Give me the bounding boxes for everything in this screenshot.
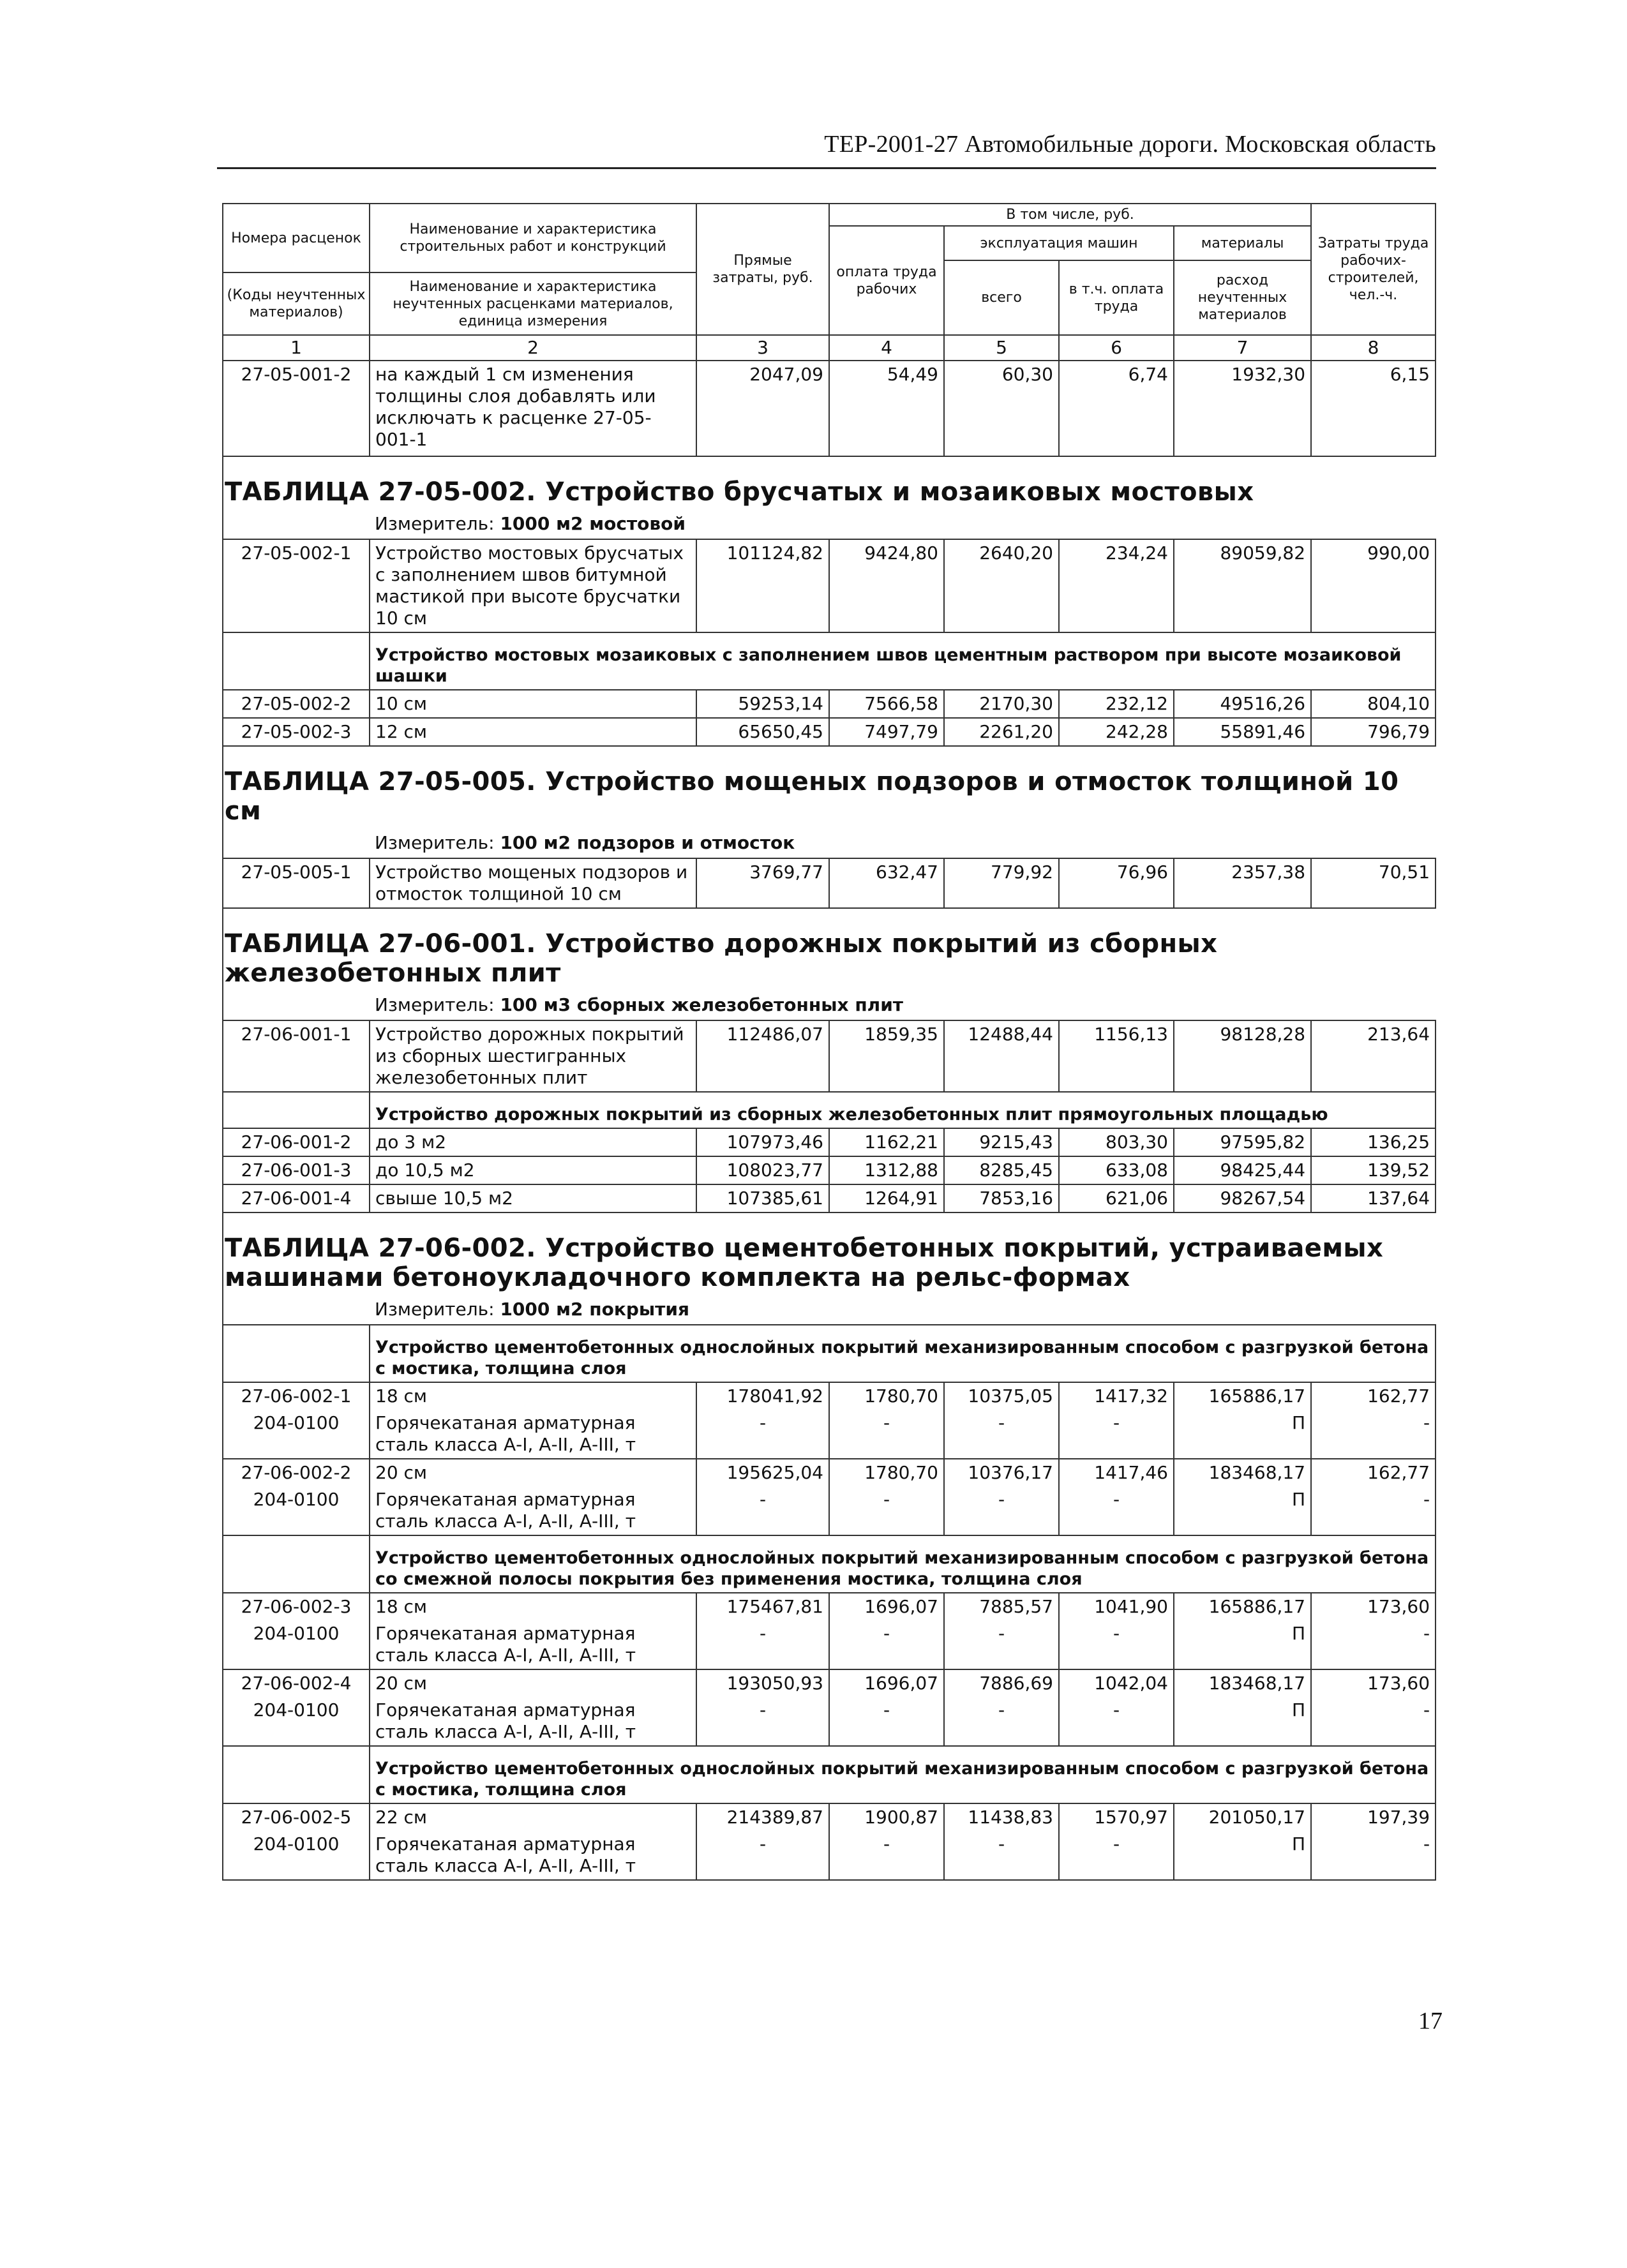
machines-total: 2170,30 — [944, 690, 1059, 718]
materials-cost: 98425,44 — [1174, 1156, 1311, 1184]
header-row-1 — [223, 204, 1436, 226]
worker-pay: 54,49 — [829, 361, 944, 456]
rates-grid — [222, 203, 1436, 1881]
subheading: Устройство дорожных покрытий из сборных железобетонных плит прямоугольных площадью — [370, 1092, 1436, 1128]
dash: - — [1113, 1699, 1120, 1720]
machines-pay: 803,30 — [1059, 1128, 1174, 1156]
rate-name-with-material — [370, 1669, 696, 1746]
measure-value: 100 м3 сборных железобетонных плит — [500, 994, 904, 1015]
dash: - — [1423, 1699, 1430, 1720]
machines-total: 60,30 — [944, 361, 1059, 456]
material-code: 204-0100 — [253, 1833, 340, 1854]
measure-value: 1000 м2 мостовой — [500, 513, 686, 534]
direct-costs: 108023,77 — [696, 1156, 829, 1184]
dash: - — [1113, 1833, 1120, 1854]
machines-total: 7886,69 — [979, 1673, 1053, 1694]
machines-pay-cell — [1059, 1803, 1174, 1880]
direct-costs-cell — [696, 1803, 829, 1880]
direct-costs: 112486,07 — [696, 1020, 829, 1092]
measure-value: 100 м2 подзоров и отмосток — [500, 832, 795, 853]
section-title: ТАБЛИЦА 27-06-001. Устройство дорожных покрытий из сборных железобетонных плит — [225, 929, 1218, 988]
rate-code-with-material — [223, 1593, 370, 1669]
header-machines: эксплуатация машин — [944, 226, 1174, 260]
materials-cost: 165886,17 — [1208, 1385, 1306, 1406]
materials-cost: 98128,28 — [1174, 1020, 1311, 1092]
table-row — [223, 1020, 1436, 1092]
materials-cost: 98267,54 — [1174, 1184, 1311, 1212]
section-heading — [223, 927, 1436, 988]
rate-name-with-material — [370, 1593, 696, 1669]
labor-cost: 990,00 — [1311, 539, 1436, 632]
header-machines-total: всего — [944, 260, 1059, 335]
header-index: 1 — [223, 335, 370, 361]
machines-total-cell — [944, 1593, 1059, 1669]
labor-cost-cell — [1311, 1669, 1436, 1746]
rate-code: 27-06-002-1 — [241, 1385, 352, 1406]
rate-name: на каждый 1 см изменения толщины слоя добавлять или исключать к расценке 27-05-001-1 — [370, 361, 696, 456]
rate-code-with-material — [223, 1803, 370, 1880]
direct-costs: 3769,77 — [696, 858, 829, 908]
machines-pay: 234,24 — [1059, 539, 1174, 632]
dash: - — [883, 1412, 890, 1433]
machines-total: 11438,83 — [968, 1807, 1053, 1828]
worker-pay-cell — [829, 1382, 944, 1459]
materials-cost: 89059,82 — [1174, 539, 1311, 632]
material-name: Горячекатаная арматурная сталь класса А-I, А-II, А-III, т — [375, 1833, 636, 1876]
rate-name: до 3 м2 — [370, 1128, 696, 1156]
labor-cost-cell — [1311, 1593, 1436, 1669]
machines-pay: 242,28 — [1059, 718, 1174, 746]
material-name: Горячекатаная арматурная сталь класса А-I, А-II, А-III, т — [375, 1489, 636, 1532]
rate-name-with-material — [370, 1459, 696, 1535]
p-mark: П — [1291, 1412, 1306, 1433]
labor-cost: 162,77 — [1367, 1385, 1430, 1406]
header-col1-top: Номера расценок — [223, 204, 370, 272]
measure-row — [223, 1292, 1436, 1325]
labor-cost-cell — [1311, 1459, 1436, 1535]
section-title: ТАБЛИЦА 27-05-002. Устройство брусчатых и мозаиковых мостовых — [225, 477, 1254, 507]
direct-costs: 65650,45 — [696, 718, 829, 746]
worker-pay-cell — [829, 1459, 944, 1535]
materials-cost-cell — [1174, 1669, 1311, 1746]
worker-pay: 1696,07 — [864, 1673, 938, 1694]
measure-value: 1000 м2 покрытия — [500, 1299, 690, 1320]
worker-pay: 9424,80 — [829, 539, 944, 632]
dash: - — [1423, 1489, 1430, 1510]
materials-cost: 183468,17 — [1208, 1673, 1306, 1694]
direct-costs: 214389,87 — [726, 1807, 823, 1828]
header-labor: Затраты труда рабочих-строителей, чел.-ч. — [1311, 204, 1436, 335]
p-mark: П — [1291, 1489, 1306, 1510]
page-number: 17 — [1418, 2008, 1443, 2034]
header-col2-bottom: Наименование и характеристика неучтенных расценками материалов, единица измерения — [370, 272, 696, 335]
header-materials-unaccounted: расход неучтенных материалов — [1174, 260, 1311, 335]
header-materials: материалы — [1174, 226, 1311, 260]
machines-total: 12488,44 — [944, 1020, 1059, 1092]
labor-cost: 213,64 — [1311, 1020, 1436, 1092]
worker-pay: 1780,70 — [864, 1385, 938, 1406]
measure-row — [223, 988, 1436, 1020]
rate-name: 22 см — [375, 1807, 428, 1828]
subheading: Устройство цементобетонных однослойных покрытий механизированным способом с разгрузкой бетона со смежной полосы покрытия без применения мостика, толщина слоя — [370, 1535, 1436, 1593]
section-title: ТАБЛИЦА 27-05-005. Устройство мощеных подзоров и отмосток толщиной 10 см — [225, 767, 1399, 826]
header-index: 2 — [370, 335, 696, 361]
direct-costs-cell — [696, 1669, 829, 1746]
machines-total-cell — [944, 1669, 1059, 1746]
subheading-row — [223, 1325, 1436, 1382]
materials-cost: 2357,38 — [1174, 858, 1311, 908]
rate-code: 27-06-001-3 — [223, 1156, 370, 1184]
rate-code: 27-05-005-1 — [223, 858, 370, 908]
table-row — [223, 1156, 1436, 1184]
labor-cost: 804,10 — [1311, 690, 1436, 718]
section-title: ТАБЛИЦА 27-06-002. Устройство цементобетонных покрытий, устраиваемых машинами бетоноукладочного комплекта на рельс-формах — [225, 1234, 1384, 1292]
machines-total: 779,92 — [944, 858, 1059, 908]
dash: - — [883, 1833, 890, 1854]
machines-total: 2640,20 — [944, 539, 1059, 632]
direct-costs: 178041,92 — [726, 1385, 823, 1406]
machines-total: 9215,43 — [944, 1128, 1059, 1156]
machines-total: 7853,16 — [944, 1184, 1059, 1212]
rate-name: 12 см — [370, 718, 696, 746]
subheading: Устройство мостовых мозаиковых с заполнением швов цементным раствором при высоте мозаиковой шашки — [370, 632, 1436, 690]
table-row — [223, 1669, 1436, 1746]
rate-name: 20 см — [375, 1462, 428, 1483]
labor-cost-cell — [1311, 1803, 1436, 1880]
dash: - — [759, 1699, 767, 1720]
labor-cost-cell — [1311, 1382, 1436, 1459]
machines-pay-cell — [1059, 1459, 1174, 1535]
dash: - — [1113, 1623, 1120, 1644]
table-row — [223, 1128, 1436, 1156]
table-row — [223, 361, 1436, 456]
direct-costs: 107973,46 — [696, 1128, 829, 1156]
section-heading — [223, 1231, 1436, 1292]
worker-pay: 1264,91 — [829, 1184, 944, 1212]
worker-pay: 1859,35 — [829, 1020, 944, 1092]
rate-name: 18 см — [375, 1596, 428, 1617]
machines-pay: 1156,13 — [1059, 1020, 1174, 1092]
rate-name: 20 см — [375, 1673, 428, 1694]
measure-row — [223, 826, 1436, 858]
subheading-row — [223, 1746, 1436, 1803]
table-row — [223, 1593, 1436, 1669]
p-mark: П — [1291, 1623, 1306, 1644]
rate-code-with-material — [223, 1669, 370, 1746]
machines-total-cell — [944, 1459, 1059, 1535]
running-header: ТЕР-2001-27 Автомобильные дороги. Московская область — [824, 131, 1436, 158]
rate-code-with-material — [223, 1382, 370, 1459]
machines-pay: 1417,32 — [1094, 1385, 1168, 1406]
worker-pay-cell — [829, 1593, 944, 1669]
machines-pay: 1042,04 — [1094, 1673, 1168, 1694]
dash: - — [759, 1623, 767, 1644]
material-code: 204-0100 — [253, 1412, 340, 1433]
header-worker-pay: оплата труда рабочих — [829, 226, 944, 335]
rate-code: 27-05-002-1 — [223, 539, 370, 632]
labor-cost: 70,51 — [1311, 858, 1436, 908]
table-row — [223, 539, 1436, 632]
materials-cost: 97595,82 — [1174, 1128, 1311, 1156]
rate-name: Устройство дорожных покрытий из сборных шестигранных железобетонных плит — [370, 1020, 696, 1092]
header-index: 8 — [1311, 335, 1436, 361]
header-col2-top: Наименование и характеристика строительных работ и конструкций — [370, 204, 696, 272]
machines-pay: 232,12 — [1059, 690, 1174, 718]
header-rule — [217, 167, 1436, 169]
machines-pay: 1570,97 — [1094, 1807, 1168, 1828]
machines-total-cell — [944, 1803, 1059, 1880]
materials-cost-cell — [1174, 1459, 1311, 1535]
rate-code: 27-06-002-4 — [241, 1673, 352, 1694]
rate-code: 27-06-001-2 — [223, 1128, 370, 1156]
materials-cost: 1932,30 — [1174, 361, 1311, 456]
direct-costs: 175467,81 — [726, 1596, 823, 1617]
direct-costs: 59253,14 — [696, 690, 829, 718]
materials-cost-cell — [1174, 1803, 1311, 1880]
p-mark: П — [1291, 1833, 1306, 1854]
material-name: Горячекатаная арматурная сталь класса А-I, А-II, А-III, т — [375, 1699, 636, 1742]
worker-pay-cell — [829, 1669, 944, 1746]
dash: - — [998, 1833, 1005, 1854]
labor-cost: 173,60 — [1367, 1596, 1430, 1617]
header-index-row — [223, 335, 1436, 361]
p-mark: П — [1291, 1699, 1306, 1720]
materials-cost: 201050,17 — [1208, 1807, 1306, 1828]
materials-cost: 55891,46 — [1174, 718, 1311, 746]
machines-pay: 76,96 — [1059, 858, 1174, 908]
machines-pay-cell — [1059, 1382, 1174, 1459]
dash: - — [883, 1699, 890, 1720]
materials-cost-cell — [1174, 1382, 1311, 1459]
rate-name: Устройство мощеных подзоров и отмосток толщиной 10 см — [370, 858, 696, 908]
header-direct-costs: Прямые затраты, руб. — [696, 204, 829, 335]
worker-pay: 1312,88 — [829, 1156, 944, 1184]
measure-label: Измеритель: — [375, 513, 495, 534]
dash: - — [1423, 1833, 1430, 1854]
dash: - — [998, 1623, 1005, 1644]
machines-total: 2261,20 — [944, 718, 1059, 746]
rate-code: 27-05-001-2 — [223, 361, 370, 456]
table-row — [223, 1382, 1436, 1459]
rate-name-with-material — [370, 1803, 696, 1880]
dash: - — [759, 1412, 767, 1433]
machines-pay: 6,74 — [1059, 361, 1174, 456]
subheading-row — [223, 632, 1436, 690]
direct-costs: 2047,09 — [696, 361, 829, 456]
rate-name: до 10,5 м2 — [370, 1156, 696, 1184]
machines-pay: 621,06 — [1059, 1184, 1174, 1212]
material-name: Горячекатаная арматурная сталь класса А-I, А-II, А-III, т — [375, 1412, 636, 1455]
measure-label: Измеритель: — [375, 1299, 495, 1320]
worker-pay: 1162,21 — [829, 1128, 944, 1156]
direct-costs-cell — [696, 1382, 829, 1459]
rate-code: 27-06-002-3 — [241, 1596, 352, 1617]
labor-cost: 173,60 — [1367, 1673, 1430, 1694]
rate-code: 27-05-002-3 — [223, 718, 370, 746]
rate-name: Устройство мостовых брусчатых с заполнением швов битумной мастикой при высоте брусчатки 10 см — [370, 539, 696, 632]
table-row — [223, 1803, 1436, 1880]
machines-pay: 1417,46 — [1094, 1462, 1168, 1483]
materials-cost: 183468,17 — [1208, 1462, 1306, 1483]
dash: - — [1423, 1412, 1430, 1433]
table-row — [223, 858, 1436, 908]
material-name: Горячекатаная арматурная сталь класса А-I, А-II, А-III, т — [375, 1623, 636, 1666]
worker-pay: 7497,79 — [829, 718, 944, 746]
labor-cost: 6,15 — [1311, 361, 1436, 456]
measure-label: Измеритель: — [375, 994, 495, 1015]
labor-cost: 136,25 — [1311, 1128, 1436, 1156]
header-machines-pay: в т.ч. оплата труда — [1059, 260, 1174, 335]
worker-pay: 632,47 — [829, 858, 944, 908]
machines-pay: 1041,90 — [1094, 1596, 1168, 1617]
rate-code-with-material — [223, 1459, 370, 1535]
dash: - — [998, 1412, 1005, 1433]
table-row — [223, 1184, 1436, 1212]
table-row — [223, 718, 1436, 746]
worker-pay-cell — [829, 1803, 944, 1880]
rate-name: свыше 10,5 м2 — [370, 1184, 696, 1212]
rate-name-with-material — [370, 1382, 696, 1459]
materials-cost-cell — [1174, 1593, 1311, 1669]
machines-total-cell — [944, 1382, 1059, 1459]
dash: - — [1423, 1623, 1430, 1644]
dash: - — [998, 1489, 1005, 1510]
material-code: 204-0100 — [253, 1699, 340, 1720]
machines-total: 10375,05 — [968, 1385, 1053, 1406]
section-heading — [223, 475, 1436, 507]
materials-cost: 49516,26 — [1174, 690, 1311, 718]
machines-total: 8285,45 — [944, 1156, 1059, 1184]
header-col1-bottom: (Коды неучтенных материалов) — [223, 272, 370, 335]
dash: - — [1113, 1489, 1120, 1510]
direct-costs: 193050,93 — [726, 1673, 823, 1694]
header-index: 5 — [944, 335, 1059, 361]
worker-pay: 1696,07 — [864, 1596, 938, 1617]
header-index: 3 — [696, 335, 829, 361]
rate-code: 27-06-002-2 — [241, 1462, 352, 1483]
materials-cost: 165886,17 — [1208, 1596, 1306, 1617]
rate-code: 27-05-002-2 — [223, 690, 370, 718]
dash: - — [759, 1489, 767, 1510]
direct-costs-cell — [696, 1593, 829, 1669]
worker-pay: 1900,87 — [864, 1807, 938, 1828]
rates-table — [222, 203, 1435, 1881]
header-index: 4 — [829, 335, 944, 361]
labor-cost: 796,79 — [1311, 718, 1436, 746]
labor-cost: 197,39 — [1367, 1807, 1430, 1828]
labor-cost: 162,77 — [1367, 1462, 1430, 1483]
rate-code: 27-06-002-5 — [241, 1807, 352, 1828]
machines-pay-cell — [1059, 1593, 1174, 1669]
rate-code: 27-06-001-4 — [223, 1184, 370, 1212]
material-code: 204-0100 — [253, 1489, 340, 1510]
direct-costs: 101124,82 — [696, 539, 829, 632]
subheading: Устройство цементобетонных однослойных покрытий механизированным способом с разгрузкой бетона с мостика, толщина слоя — [370, 1746, 1436, 1803]
machines-pay-cell — [1059, 1669, 1174, 1746]
dash: - — [998, 1699, 1005, 1720]
direct-costs: 107385,61 — [696, 1184, 829, 1212]
labor-cost: 139,52 — [1311, 1156, 1436, 1184]
direct-costs-cell — [696, 1459, 829, 1535]
dash: - — [883, 1623, 890, 1644]
subheading-row — [223, 1535, 1436, 1593]
dash: - — [883, 1489, 890, 1510]
material-code: 204-0100 — [253, 1623, 340, 1644]
machines-total: 7885,57 — [979, 1596, 1053, 1617]
dash: - — [759, 1833, 767, 1854]
subheading-row — [223, 1092, 1436, 1128]
rate-name: 10 см — [370, 690, 696, 718]
header-index: 7 — [1174, 335, 1311, 361]
rate-name: 18 см — [375, 1385, 428, 1406]
machines-total: 10376,17 — [968, 1462, 1053, 1483]
header-including: В том числе, руб. — [829, 204, 1311, 226]
measure-row — [223, 507, 1436, 539]
header-index: 6 — [1059, 335, 1174, 361]
section-heading — [223, 765, 1436, 826]
subheading: Устройство цементобетонных однослойных покрытий механизированным способом с разгрузкой бетона с мостика, толщина слоя — [370, 1325, 1436, 1382]
measure-label: Измеритель: — [375, 832, 495, 853]
table-row — [223, 1459, 1436, 1535]
direct-costs: 195625,04 — [726, 1462, 823, 1483]
labor-cost: 137,64 — [1311, 1184, 1436, 1212]
rate-code: 27-06-001-1 — [223, 1020, 370, 1092]
worker-pay: 7566,58 — [829, 690, 944, 718]
machines-pay: 633,08 — [1059, 1156, 1174, 1184]
dash: - — [1113, 1412, 1120, 1433]
worker-pay: 1780,70 — [864, 1462, 938, 1483]
table-row — [223, 690, 1436, 718]
